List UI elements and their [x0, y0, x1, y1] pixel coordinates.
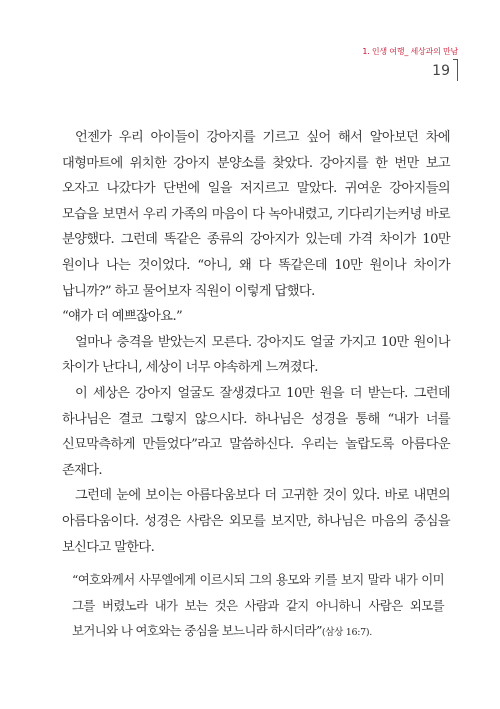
chapter-title: 1. 인생 여행_ 세상과의 만남	[362, 47, 458, 56]
scripture-quote-body	[72, 567, 444, 646]
paragraph: 얼마나 충격을 받았는지 모른다. 강아지도 얼굴 가지고 10만 원이나 차이가 난다니, 세상이 너무 야속하게 느껴졌다.	[62, 334, 450, 376]
scripture-quote	[72, 567, 444, 646]
scripture-text: “여호와께서 사무엘에게 이르시되 그의 용모와 키를 보지 말라 내가 이미 그를 버렸노라 내가 보는 것은 사람과 같지 아니하니 사람은 외모를 보거니와 나 여호와는 중심을 보느니라 하시더라”	[72, 572, 444, 639]
paragraph: 이 세상은 강아지 얼굴도 잘생겼다고 10만 원을 더 받는다. 그런데 하나님은 결코 그렇지 않으시다. 하나님은 성경을 통해 “내가 너를 신묘막측하게 만들었다”라고 말씀하신다. 우리는 놀랍도록 아름다운 존재다.	[62, 385, 450, 478]
running-header	[362, 46, 458, 57]
paragraph-quote-line: “얘가 더 예쁘잖아요.”	[62, 309, 183, 325]
scripture-reference: (삼상 16:7).	[321, 627, 372, 639]
page-number-rule	[457, 59, 458, 81]
paragraph: 그런데 눈에 보이는 아름다움보다 더 고귀한 것이 있다. 바로 내면의 아름다움이다. 성경은 사람은 외모를 보지만, 하나님은 마음의 중심을 보신다고 말한다.	[62, 488, 450, 555]
paragraph: 언젠가 우리 아이들이 강아지를 기르고 싶어 해서 알아보던 차에 대형마트에 위치한 강아지 분양소를 찾았다. 강아지를 한 번만 보고 오자고 나갔다가 단번에 일을 저지르고 말았다. 귀여운 강아지들의 모습을 보면서 우리 가족의 마음이 다 녹아내렸고, 기다리기는커녕 바로 분양했다. 그런데 똑같은 종류의 강아지가 있는데 가격 차이가 10만 원이나 나는 것이었다. “아니, 왜 다 똑같은데 10만 원이나 차이가 납니까?” 하고 물어보자 직원이 이렇게 답했다.	[62, 130, 450, 299]
body-text	[62, 125, 450, 560]
page-number: 19	[432, 63, 450, 79]
